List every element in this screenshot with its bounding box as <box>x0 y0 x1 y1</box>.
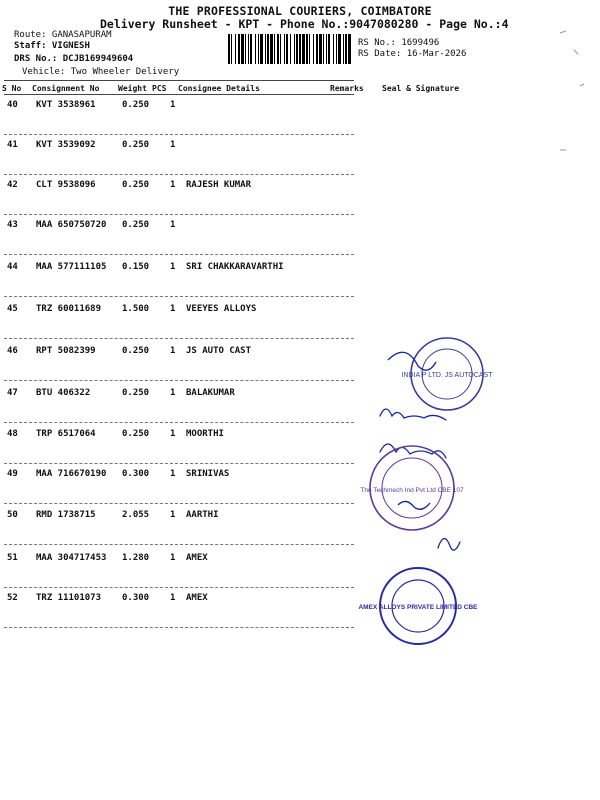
techmech-stamp <box>360 446 464 530</box>
handwritten-phone-r48: 90322345 <box>470 454 532 468</box>
rs-number: RS No.: 1699496 <box>358 38 440 48</box>
cell-consignment: MAA 716670190 <box>36 469 107 479</box>
cell-pcs: 1 <box>170 346 176 356</box>
cell-consignment: CLT 9538096 <box>36 180 96 190</box>
cell-weight: 0.250 <box>122 346 150 356</box>
cell-pcs: 1 <box>170 140 176 150</box>
cell-sno: 51 <box>7 553 18 563</box>
cell-weight: 0.150 <box>122 262 150 272</box>
amex-stamp-text: AMEX ALLOYS PRIVATE LIMITED CBE <box>358 604 478 611</box>
cell-sno: 47 <box>7 388 18 398</box>
cell-weight: 0.300 <box>122 469 150 479</box>
cell-pcs: 1 <box>170 100 176 110</box>
cell-weight: 0.250 <box>122 388 150 398</box>
cell-consignee: BALAKUMAR <box>186 388 235 398</box>
handwritten-phone-r47: 90322341 <box>450 411 517 426</box>
cell-weight: 0.300 <box>122 593 150 603</box>
col-header-consignee: Consignee Details <box>178 84 260 93</box>
seal-note-r43: H/R <box>384 231 428 256</box>
js-autocast-stamp <box>388 338 493 410</box>
staff-label: Staff: VIGNESH <box>14 41 90 51</box>
route-label: Route: GANASAPURAM <box>14 30 112 40</box>
handwritten-name-r40: niramal. <box>180 109 265 133</box>
cell-pcs: 1 <box>170 510 176 520</box>
handwritten-phone-r50: 9424324321 <box>458 540 548 556</box>
cell-consignment: BTU 406322 <box>36 388 91 398</box>
rs-date: RS Date: 16-Mar-2026 <box>358 49 467 59</box>
cell-weight: 0.250 <box>122 429 150 439</box>
cell-consignment: MAA 577111105 <box>36 262 107 272</box>
js-autocast-stamp-text: INDIA P LTD. JS AUTOCAST <box>401 372 493 379</box>
handwritten-name-r43-line1: KALANN <box>184 236 248 252</box>
seal-note-r44: H/R <box>386 271 430 296</box>
cell-pcs: 1 <box>170 593 176 603</box>
handwritten-name-r43-line2: SUBRAMANI <box>236 252 311 265</box>
col-header-weight: Weight <box>118 84 147 93</box>
cell-consignee: AARTHI <box>186 510 219 520</box>
cell-sno: 46 <box>7 346 18 356</box>
cell-weight: 1.280 <box>122 553 150 563</box>
cell-consignment: TRP 6517064 <box>36 429 96 439</box>
cell-consignee: RAJESH KUMAR <box>186 180 252 190</box>
cell-sno: 42 <box>7 180 18 190</box>
cell-consignee: AMEX <box>186 553 208 563</box>
cell-sno: 40 <box>7 100 18 110</box>
cell-consignment: RPT 5082399 <box>36 346 96 356</box>
cell-sno: 48 <box>7 429 18 439</box>
col-header-pcs: PCS <box>152 84 167 93</box>
cell-pcs: 1 <box>170 220 176 230</box>
seal-note-r40: CN RTN <box>380 103 465 127</box>
handwritten-signature-r45: R.Jinder <box>378 318 445 337</box>
amex-alloys-stamp <box>358 568 478 644</box>
col-header-sno: S No <box>2 84 22 93</box>
cell-consignee: SRI CHAKKARAVARTHI <box>186 262 284 272</box>
cell-sno: 49 <box>7 469 18 479</box>
cell-pcs: 1 <box>170 429 176 439</box>
cell-consignment: KVT 3538961 <box>36 100 96 110</box>
handwritten-signature-r47 <box>380 409 446 420</box>
cell-consignee: MOORTHI <box>186 429 224 439</box>
col-header-remarks: Remarks <box>330 84 364 93</box>
cell-sno: 44 <box>7 262 18 272</box>
handwritten-name-r41: Rajen <box>184 149 234 169</box>
cell-consignment: KVT 3539092 <box>36 140 96 150</box>
cell-sno: 41 <box>7 140 18 150</box>
cell-weight: 1.500 <box>122 304 150 314</box>
cell-consignment: MAA 650750720 <box>36 220 107 230</box>
seal-note-r42: H/R <box>382 195 426 220</box>
seal-note-r41: CN RTN <box>380 143 465 167</box>
cell-weight: 0.250 <box>122 180 150 190</box>
cell-consignment: MAA 304717453 <box>36 553 107 563</box>
cell-sno: 52 <box>7 593 18 603</box>
cell-consignment: TRZ 60011689 <box>36 304 102 314</box>
cell-pcs: 1 <box>170 388 176 398</box>
cell-pcs: 1 <box>170 469 176 479</box>
cell-pcs: 1 <box>170 304 176 314</box>
cell-weight: 2.055 <box>122 510 150 520</box>
cell-consignee: SRINIVAS <box>186 469 230 479</box>
cell-sno: 45 <box>7 304 18 314</box>
scan-marks <box>560 31 584 150</box>
vehicle-label: Vehicle: Two Wheeler Delivery <box>22 67 180 77</box>
col-header-seal: Seal & Signature <box>382 84 460 93</box>
cell-consignee: VEEYES ALLOYS <box>186 304 257 314</box>
cell-pcs: 1 <box>170 180 176 190</box>
cell-pcs: 1 <box>170 262 176 272</box>
cell-weight: 0.250 <box>122 140 150 150</box>
cell-consignment: TRZ 11101073 <box>36 593 102 603</box>
col-header-consignment: Consignment No <box>32 84 100 93</box>
techmech-stamp-text: The Techmech Ind Pvt Ltd CBE 107 <box>360 487 464 494</box>
cell-weight: 0.250 <box>122 100 150 110</box>
company-name: THE PROFESSIONAL COURIERS, COIMBATORE <box>168 4 432 18</box>
cell-consignee: JS AUTO CAST <box>186 346 252 356</box>
handwritten-phone-r45: 6381949691 <box>503 322 580 336</box>
cell-sno: 43 <box>7 220 18 230</box>
cell-consignee: AMEX <box>186 593 208 603</box>
cell-pcs: 1 <box>170 553 176 563</box>
cell-weight: 0.250 <box>122 220 150 230</box>
drs-number: DRS No.: DCJB169949604 <box>14 54 134 64</box>
runsheet-title: Delivery Runsheet - KPT - Phone No.:9047080280 - Page No.:4 <box>100 17 509 31</box>
cell-sno: 50 <box>7 510 18 520</box>
handwritten-signature-r50 <box>438 538 460 550</box>
cell-consignment: RMD 1738715 <box>36 510 96 520</box>
